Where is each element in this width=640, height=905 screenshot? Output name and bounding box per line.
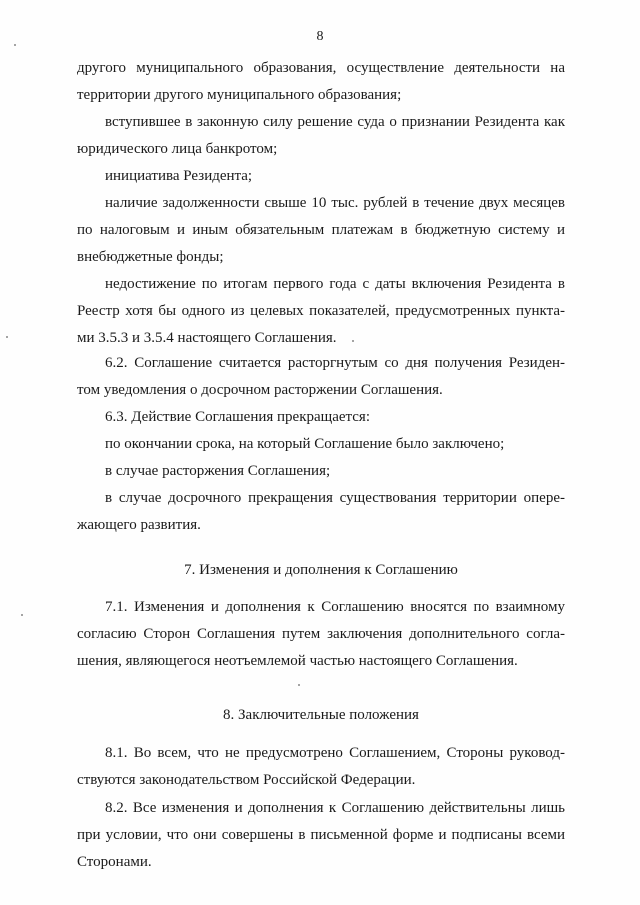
text-line: юридического лица банкротом; — [77, 141, 278, 157]
paragraph — [77, 109, 565, 163]
text-line: недостижение по итогам первого года с даты включения Резидента в — [105, 276, 565, 292]
paragraph — [77, 190, 565, 271]
paragraph — [77, 594, 565, 675]
section-heading: 7. Изменения и дополнения к Соглашению — [184, 562, 458, 578]
text-line: ствуются законодательством Российской Федерации. — [77, 772, 416, 788]
text-line: 8.2. Все изменения и дополнения к Соглашению действительны лишь — [105, 800, 565, 816]
text-line: 6.3. Действие Соглашения прекращается: — [105, 409, 370, 425]
paragraph — [77, 55, 565, 109]
text-line: 8.1. Во всем, что не предусмотрено Соглашением, Стороны руковод- — [105, 745, 565, 761]
scan-speck — [14, 44, 16, 46]
text-line: шения, являющегося неотъемлемой частью настоящего Соглашения. — [77, 653, 518, 669]
text-line: ми 3.5.3 и 3.5.4 настоящего Соглашения. — [77, 330, 337, 346]
text-line: вступившее в законную силу решение суда о признании Резидента как — [105, 114, 565, 130]
text-line: в случае досрочного прекращения существования территории опере- — [105, 490, 565, 506]
text-line: в случае расторжения Соглашения; — [105, 463, 331, 479]
text-line: наличие задолженности свыше 10 тыс. рублей в течение двух месяцев — [105, 195, 565, 211]
scan-speck — [298, 684, 300, 686]
paragraph — [77, 350, 565, 404]
paragraph — [77, 163, 565, 190]
text-line: 7.1. Изменения и дополнения к Соглашению вносятся по взаимному — [105, 599, 565, 615]
text-line: внебюджетные фонды; — [77, 249, 224, 265]
text-line: при условии, что они совершены в письменной форме и подписаны всеми — [77, 827, 565, 843]
page-number: 8 — [316, 29, 324, 44]
text-line: другого муниципального образования, осуществление деятельности на — [77, 60, 565, 76]
text-line: по налоговым и иным обязательным платежам в бюджетную систему и — [77, 222, 565, 238]
text-line: Реестр хотя бы одного из целевых показателей, предусмотренных пункта- — [77, 303, 565, 319]
paragraph — [77, 404, 565, 431]
scan-speck — [352, 340, 354, 342]
section-heading: 8. Заключительные положения — [223, 707, 419, 723]
text-line: жающего развития. — [77, 517, 201, 533]
text-line: по окончании срока, на который Соглашение было заключено; — [105, 436, 505, 452]
paragraph — [77, 795, 565, 876]
text-line: том уведомления о досрочном расторжении Соглашения. — [77, 382, 443, 398]
text-line: инициатива Резидента; — [105, 168, 253, 184]
text-line: Сторонами. — [77, 854, 152, 870]
paragraph — [77, 740, 565, 794]
scan-speck — [21, 614, 23, 616]
paragraph — [77, 431, 565, 458]
text-line: территории другого муниципального образования; — [77, 87, 402, 103]
scan-speck — [6, 336, 8, 338]
text-line: 6.2. Соглашение считается расторгнутым со дня получения Резиден- — [105, 355, 565, 371]
paragraph — [77, 458, 565, 485]
paragraph — [77, 485, 565, 539]
text-line: согласию Сторон Соглашения путем заключения дополнительного согла- — [77, 626, 565, 642]
paragraph — [77, 271, 565, 352]
